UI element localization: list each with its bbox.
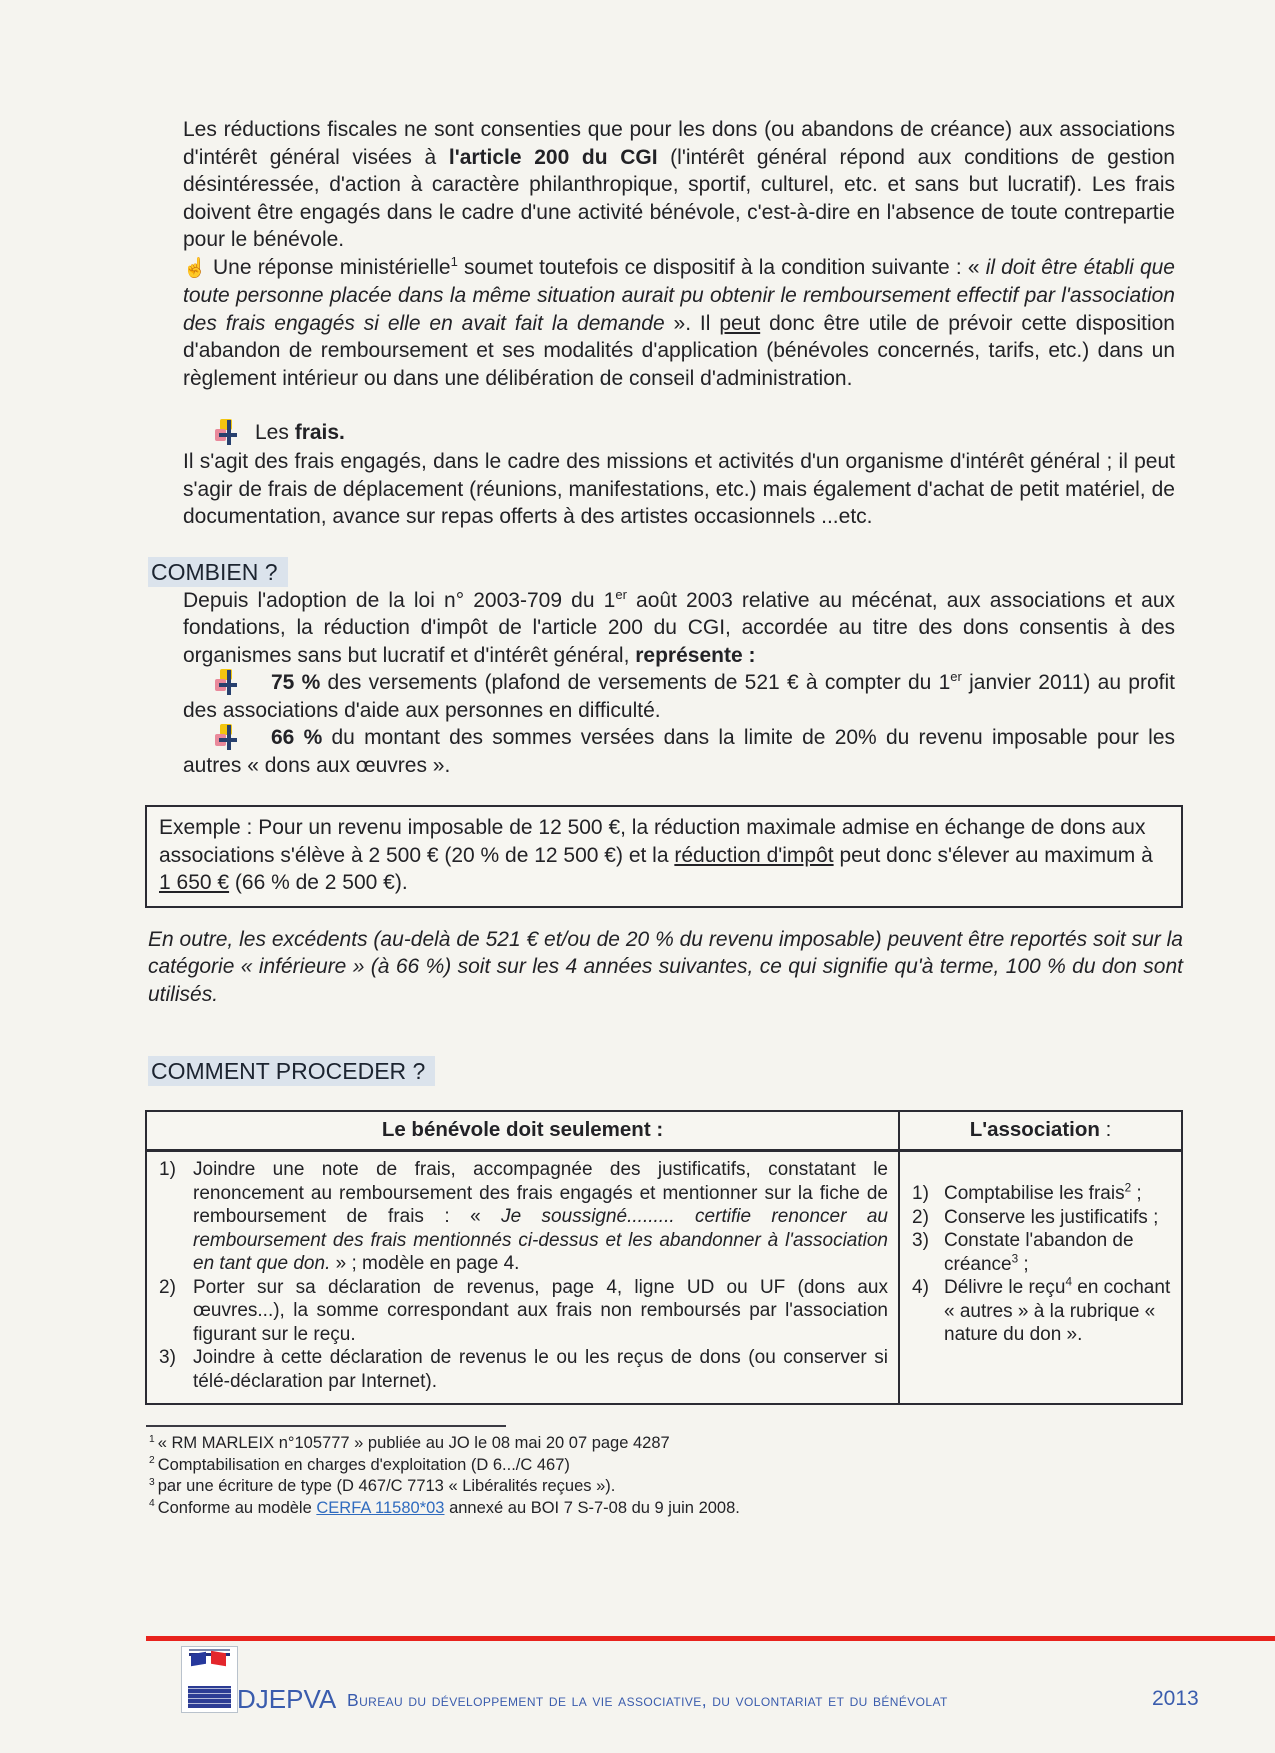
table-row: 3) Constate l'abandon de créance$^3$ ;: [912, 1230, 1134, 1275]
bold-75: 75 %: [271, 671, 321, 694]
paragraph-excedents: En outre, les excédents (au-delà de 521 € et/ou de 20 % du revenu imposable) peuvent être reportés soit sur la catégorie « inférieure » (à 66 %) soit sur les 4 années suivantes, ce qui signifie qu'à terme, 100 % du don sont utilisés.: [148, 927, 1183, 1006]
bold-frais: frais.: [294, 421, 345, 444]
section-heading-comment-proceder: COMMENT PROCEDER ?: [148, 1056, 1183, 1086]
paragraph-frais-engages: Il s'agit des frais engagés, dans le cadre des missions et activités d'un organisme d'intérêt général ; il peut s'agir de frais de déplacement (réunions, manifestations, etc.) mais également d'achat de petit matériel, de documentation, avance sur repas offerts à des artistes occasionnels ...etc.: [183, 450, 1175, 528]
footnote-3: $^3$ par une écriture de type (D 467/C 7713 « Libéralités reçues »).: [149, 1476, 616, 1495]
footnote-ref-2: 2: [1124, 1181, 1132, 1195]
year-label: 2013: [1152, 1687, 1199, 1710]
italic-quote: il doit être établi que toute personne placée dans la même situation aurait pu obtenir le remboursement effectif par l'association des frais engagés si elle en avait fait la demande: [183, 255, 1175, 335]
table-header-association: L'association :: [900, 1112, 1181, 1152]
table-row: 1) Joindre une note de frais, accompagnée des justificatifs, constatant le renoncement au remboursement des frais engagés et mentionner sur la fiche de remboursement de frais : « Je soussigné......... certifie renoncer au remboursement des frais mentionnés ci-dessus et les abandonner à l'association en tant que don. » ; modèle en page 4.: [159, 1159, 888, 1274]
italic-je-soussigne: Je soussigné......... certifie renoncer au remboursement des frais mentionnés ci-dessus et les abandonner à l'association en tant que don.: [193, 1206, 888, 1274]
bold-66: 66 %: [271, 726, 323, 749]
footnote-2: $^2$ Comptabilisation en charges d'exploitation (D 6.../C 467): [149, 1455, 570, 1474]
footer-red-rule: [146, 1636, 1275, 1641]
example-box: Exemple : Pour un revenu imposable de 12 500 €, la réduction maximale admise en échange de dons aux associations s'élève à 2 500 € (20 % de 12 500 €) et la réduction d'impôt peut donc s'élever au maximum à 1 650 € (66 % de 2 500 €).: [145, 805, 1183, 908]
superscript-er: er: [950, 669, 962, 684]
cerfa-link[interactable]: CERFA 11580*03: [316, 1498, 445, 1517]
paragraph-reponse-ministerielle: ☝ Une réponse ministérielle$^1$ soumet toutefois ce dispositif à la condition suivante : « il doit être établi que toute personne placée dans la même situation aurait pu obtenir le remboursement effectif par l'association des frais engagés si elle en avait fait la demande ». Il peut donc être utile de prévoir cette disposition d'abandon de remboursement et ses modalités d'application (bénévoles concernés, tarifs, etc.) dans un règlement intérieur ou dans une délibération de conseil d'administration.: [183, 253, 1175, 390]
footnote-4: $^4$ Conforme au modèle CERFA 11580*03 annexé au BOI 7 S-7-08 du 9 juin 2008.: [149, 1498, 740, 1517]
table-header-benevole: Le bénévole doit seulement :: [147, 1112, 900, 1152]
table-cell-association: [900, 1152, 1181, 1403]
footnote-1: $^1$ « RM MARLEIX n°105777 » publiée au JO le 08 mai 20 07 page 4287: [149, 1433, 670, 1452]
section-heading-combien: COMBIEN ?: [148, 557, 1183, 587]
table-row: 4) Délivre le reçu$^4$ en cochant « autres » à la rubrique « nature du don ».: [912, 1275, 1171, 1345]
down-arrow-bullet-icon: [215, 419, 241, 446]
down-arrow-bullet-icon: [215, 724, 241, 751]
djepva-label: DJEPVA: [237, 1684, 337, 1714]
table-cell-benevole: [147, 1152, 900, 1403]
footnotes: [149, 1433, 1183, 1519]
procedure-table: [145, 1110, 1183, 1405]
table-row: 2) Conserve les justificatifs ;: [912, 1206, 1159, 1228]
marianne-logo: [181, 1646, 238, 1713]
table-row: 1) Comptabilise les frais$^2$ ;: [912, 1181, 1142, 1204]
footnote-ref-3: 3: [1011, 1252, 1019, 1266]
down-arrow-bullet-icon: [215, 669, 241, 696]
frais-bullet-line: Les frais.: [215, 418, 1183, 448]
footnote-separator: [146, 1425, 506, 1427]
pointing-hand-icon: ☝: [183, 257, 207, 279]
bureau-label: Bureau du développement de la vie associative, du volontariat et du bénévolat: [347, 1690, 948, 1710]
bullet-75-percent: 75 % des versements (plafond de versements de 521 € à compter du 1er janvier 2011) au profit des associations d'aide aux personnes en difficulté.: [183, 669, 1175, 722]
ministry-block: [182, 1682, 237, 1712]
paragraph-reductions-fiscales: Les réductions fiscales ne sont consenties que pour les dons (ou abandons de créance) aux associations d'intérêt général visées à l'article 200 du CGI (l'intérêt général répond aux conditions de gestion désintéressée, d'action à caractère philanthropique, sportif, culturel, etc. et sans but lucratif). Les frais doivent être engagés dans le cadre d'une activité bénévole, c'est-à-dire en l'absence de toute contrepartie pour le bénévole.: [183, 118, 1175, 251]
footnote-ref-4: 4: [1065, 1275, 1072, 1289]
table-row: 3) Joindre à cette déclaration de revenus le ou les reçus de dons (ou conserver si télé-déclaration par Internet).: [159, 1347, 888, 1392]
bold-represente: représente :: [635, 643, 756, 667]
table-row: 2) Porter sur sa déclaration de revenus, page 4, ligne UD ou UF (dons aux œuvres...), la somme correspondant aux frais non remboursés par l'association figurant sur le reçu.: [159, 1276, 888, 1345]
bold-article-200: l'article 200 du CGI: [448, 145, 658, 169]
bullet-66-percent: 66 % du montant des sommes versées dans la limite de 20% du revenu imposable pour les autres « dons aux œuvres ».: [183, 726, 1175, 777]
french-flag-icon: [182, 1649, 237, 1682]
underline-1650: 1 650 €: [159, 871, 230, 894]
paragraph-loi-2003: Depuis l'adoption de la loi n° 2003-709 du 1er août 2003 relative au mécénat, aux associations et aux fondations, la réduction d'impôt de l'article 200 du CGI, accordée au titre des dons consentis à des organismes sans but lucratif et d'intérêt général, représente :: [183, 586, 1175, 667]
footnote-ref-1: 1: [450, 253, 458, 269]
underline-reduction-impot: réduction d'impôt: [674, 843, 834, 867]
underline-peut: peut: [719, 311, 761, 335]
superscript-er: er: [615, 586, 627, 602]
